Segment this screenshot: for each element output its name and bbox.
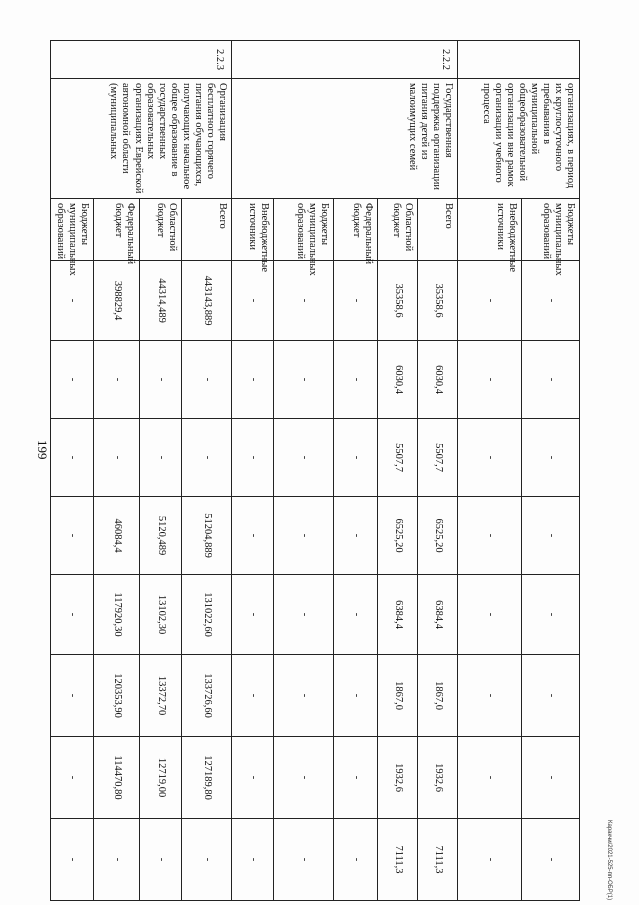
value-cell: 12719,00 xyxy=(140,737,182,819)
value-cell: 114470,80 xyxy=(94,737,140,819)
source-cell: Внебюджетные источники xyxy=(232,199,274,261)
value-cell: - xyxy=(334,819,378,901)
value-cell: - xyxy=(334,341,378,419)
source-cell: Областной бюджет xyxy=(378,199,418,261)
value-cell: 13372,70 xyxy=(140,655,182,737)
value-cell: - xyxy=(522,341,580,419)
measure-cell: Государственная поддержка организации питания детей из малоимущих семей xyxy=(232,79,458,199)
value-cell: - xyxy=(232,341,274,419)
value-cell: 5507,7 xyxy=(418,419,458,497)
value-cell: - xyxy=(458,575,522,655)
value-cell: - xyxy=(522,737,580,819)
value-cell: 7111,3 xyxy=(378,819,418,901)
value-cell: 6030,4 xyxy=(418,341,458,419)
source-cell: Бюджеты муниципальных образований xyxy=(522,199,580,261)
value-cell: - xyxy=(274,341,334,419)
value-cell: 131022,60 xyxy=(182,575,232,655)
value-cell: - xyxy=(274,419,334,497)
value-cell: - xyxy=(232,497,274,575)
value-cell: - xyxy=(50,261,93,341)
value-cell: - xyxy=(232,419,274,497)
value-cell: - xyxy=(458,341,522,419)
value-cell: - xyxy=(458,655,522,737)
value-cell: - xyxy=(522,575,580,655)
value-cell: 117920,30 xyxy=(94,575,140,655)
value-cell: 398829,4 xyxy=(94,261,140,341)
value-cell: 1867,0 xyxy=(378,655,418,737)
value-cell: - xyxy=(334,737,378,819)
value-cell: 51204,889 xyxy=(182,497,232,575)
table-row xyxy=(418,41,458,901)
value-cell: - xyxy=(182,819,232,901)
budget-table xyxy=(50,40,580,901)
value-cell: - xyxy=(458,737,522,819)
value-cell: - xyxy=(334,575,378,655)
value-cell: - xyxy=(50,341,93,419)
measure-cell: организациях, в период их круглосуточного пребывания в муниципальной общеобразовательной организации вне рамок организации учебного процесса xyxy=(458,79,580,199)
value-cell: - xyxy=(50,419,93,497)
value-cell: - xyxy=(232,655,274,737)
source-cell: Федеральный бюджет xyxy=(334,199,378,261)
value-cell: - xyxy=(94,419,140,497)
value-cell: 35358,6 xyxy=(378,261,418,341)
value-cell: - xyxy=(334,655,378,737)
value-cell: - xyxy=(274,261,334,341)
footer-text: Каракчи/2021-525-пп-ОБР(1) xyxy=(606,820,612,901)
value-cell: - xyxy=(458,419,522,497)
value-cell: 120353,90 xyxy=(94,655,140,737)
value-cell: - xyxy=(50,819,93,901)
value-cell: 5120,489 xyxy=(140,497,182,575)
measure-cell: Организация бесплатного горячего питания обучающихся, получающих начальное общее образование в государственных образовательных организациях Еврейской автономной области (муниципальных xyxy=(50,79,231,199)
value-cell: 1932,6 xyxy=(418,737,458,819)
row-id-cell xyxy=(458,41,580,79)
table-row xyxy=(182,41,232,901)
value-cell: - xyxy=(522,419,580,497)
value-cell: 6384,4 xyxy=(418,575,458,655)
page-number: 199 xyxy=(35,440,50,460)
source-cell: Всего xyxy=(418,199,458,261)
value-cell: - xyxy=(274,575,334,655)
value-cell: - xyxy=(522,819,580,901)
source-cell: Федеральный бюджет xyxy=(94,199,140,261)
value-cell: - xyxy=(140,419,182,497)
value-cell: - xyxy=(522,497,580,575)
value-cell: - xyxy=(274,655,334,737)
value-cell: - xyxy=(94,341,140,419)
value-cell: - xyxy=(182,341,232,419)
row-id-cell: 2.2.3 xyxy=(50,41,231,79)
value-cell: - xyxy=(334,497,378,575)
value-cell: - xyxy=(522,655,580,737)
value-cell: - xyxy=(274,497,334,575)
value-cell: - xyxy=(140,819,182,901)
source-cell: Внебюджетные источники xyxy=(458,199,522,261)
value-cell: 443143,889 xyxy=(182,261,232,341)
table-body xyxy=(50,41,579,901)
value-cell: - xyxy=(50,497,93,575)
row-id-cell: 2.2.2 xyxy=(232,41,458,79)
source-cell: Бюджеты муниципальных образований xyxy=(274,199,334,261)
value-cell: - xyxy=(232,261,274,341)
value-cell: - xyxy=(50,655,93,737)
value-cell: - xyxy=(140,341,182,419)
value-cell: - xyxy=(334,261,378,341)
value-cell: 13102,30 xyxy=(140,575,182,655)
value-cell: 133726,60 xyxy=(182,655,232,737)
value-cell: - xyxy=(458,819,522,901)
value-cell: 7111,3 xyxy=(418,819,458,901)
value-cell: 6525,20 xyxy=(418,497,458,575)
value-cell: 35358,6 xyxy=(418,261,458,341)
value-cell: 5507,7 xyxy=(378,419,418,497)
value-cell: 44314,489 xyxy=(140,261,182,341)
value-cell: 46084,4 xyxy=(94,497,140,575)
value-cell: 1932,6 xyxy=(378,737,418,819)
value-cell: - xyxy=(94,819,140,901)
source-cell: Областной бюджет xyxy=(140,199,182,261)
value-cell: - xyxy=(274,819,334,901)
value-cell: 127189,80 xyxy=(182,737,232,819)
source-cell: Бюджеты муниципальных образований xyxy=(50,199,93,261)
value-cell: - xyxy=(182,419,232,497)
value-cell: - xyxy=(232,819,274,901)
value-cell: - xyxy=(274,737,334,819)
rotated-table-container xyxy=(54,40,580,900)
value-cell: - xyxy=(334,419,378,497)
value-cell: - xyxy=(50,575,93,655)
value-cell: - xyxy=(522,261,580,341)
value-cell: 6030,4 xyxy=(378,341,418,419)
table-row xyxy=(522,41,580,901)
value-cell: - xyxy=(232,737,274,819)
value-cell: - xyxy=(458,261,522,341)
value-cell: 6384,4 xyxy=(378,575,418,655)
value-cell: - xyxy=(458,497,522,575)
value-cell: 1867,0 xyxy=(418,655,458,737)
value-cell: - xyxy=(50,737,93,819)
value-cell: - xyxy=(232,575,274,655)
value-cell: 6525,20 xyxy=(378,497,418,575)
source-cell: Всего xyxy=(182,199,232,261)
